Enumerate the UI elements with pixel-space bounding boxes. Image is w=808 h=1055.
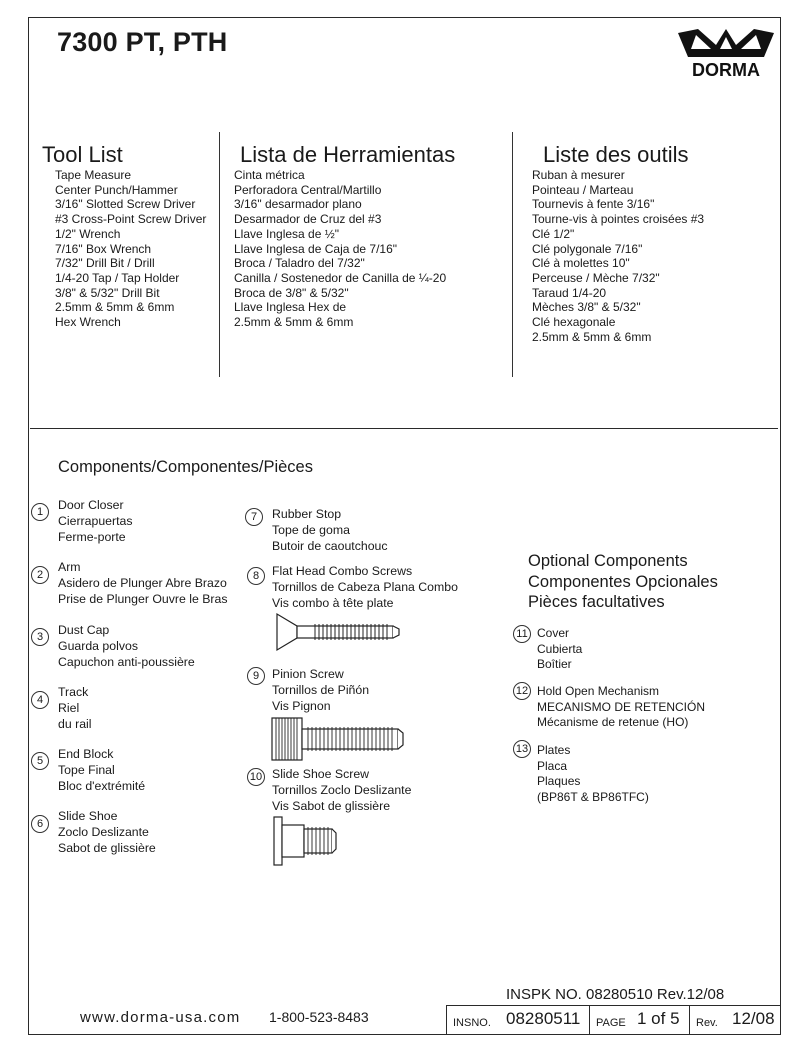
component-label: Arm: [58, 560, 81, 574]
component-item: [58, 498, 133, 545]
tool-item: #3 Cross-Point Screw Driver: [55, 212, 207, 227]
tool-item: 3/8" & 5/32" Drill Bit: [55, 285, 160, 300]
component-item: [272, 767, 411, 814]
component-label: Bloc d'extrémité: [58, 778, 146, 793]
rev-label: Rev.: [696, 1017, 718, 1029]
tool-item: Llave Inglesa de Caja de 7/16": [234, 241, 398, 256]
optional-title-line: Optional Components: [528, 552, 688, 570]
component-label: Tope de goma: [272, 522, 350, 537]
component-number: 3: [31, 628, 49, 646]
tool-item: Perceuse / Mèche 7/32": [532, 270, 660, 285]
component-item: [58, 685, 92, 732]
optional-label: Cover: [537, 626, 570, 640]
pinion-screw-illustration: [270, 716, 406, 762]
optional-title: [528, 551, 718, 613]
footer-website[interactable]: www.dorma-usa.com: [80, 1009, 241, 1026]
tool-item: Mèches 3/8" & 5/32": [532, 300, 641, 315]
tool-item: 2.5mm & 5mm & 6mm: [55, 300, 175, 315]
component-label: Tornillos de Cabeza Plana Combo: [272, 579, 458, 594]
component-label: du rail: [58, 716, 92, 731]
tool-list-title-fr: Liste des outils: [543, 142, 689, 167]
component-label: Dust Cap: [58, 623, 110, 637]
component-label: Cierrapuertas: [58, 513, 133, 528]
component-item: [58, 809, 156, 856]
tool-item: Cinta métrica: [234, 168, 305, 182]
tool-item: Clé à molettes 10": [532, 256, 630, 271]
rev-value: 12/08: [732, 1009, 775, 1028]
component-label: Riel: [58, 700, 80, 715]
component-number: 6: [31, 815, 49, 833]
component-item: [58, 747, 145, 794]
optional-label: Mécanisme de retenue (HO): [537, 715, 689, 729]
tool-item: 7/16" Box Wrench: [55, 241, 152, 256]
tool-item: 2.5mm & 5mm & 6mm: [234, 315, 354, 330]
optional-label: Plates: [537, 743, 571, 757]
column-divider: [219, 132, 220, 377]
tool-item: Ruban à mesurer: [532, 168, 625, 182]
optional-title-line: Componentes Opcionales: [528, 572, 718, 591]
component-item: [272, 507, 388, 554]
tool-item: Llave Inglesa de ½": [234, 226, 339, 241]
component-number: 2: [31, 566, 49, 584]
optional-item: [537, 684, 705, 731]
tool-item: Llave Inglesa Hex de: [234, 300, 347, 315]
ins-label: INSNO.: [453, 1017, 491, 1029]
component-label: Tornillos Zoclo Deslizante: [272, 782, 412, 797]
component-label: Asidero de Plunger Abre Brazo: [58, 575, 227, 590]
page-value: 1 of 5: [637, 1009, 680, 1028]
component-number: 8: [247, 567, 265, 585]
tool-item: Clé hexagonale: [532, 315, 616, 330]
footer-separator: [689, 1005, 690, 1035]
ins-value: 08280511: [506, 1009, 581, 1028]
inspk-number: INSPK NO. 08280510 Rev.12/08: [506, 986, 725, 1003]
component-number: 4: [31, 691, 49, 709]
logo-text: DORMA: [692, 60, 760, 80]
component-label: Vis Sabot de glissière: [272, 798, 391, 813]
tool-item: 7/32" Drill Bit / Drill: [55, 256, 155, 271]
tool-item: Canilla / Sostenedor de Canilla de ¼-20: [234, 270, 447, 285]
component-label: Tope Final: [58, 762, 115, 777]
component-number: 5: [31, 752, 49, 770]
tool-item: Desarmador de Cruz del #3: [234, 212, 382, 227]
component-number: 9: [247, 667, 265, 685]
tool-item: Tourne-vis à pointes croisées #3: [532, 212, 705, 227]
tool-list-fr: [532, 168, 704, 344]
component-number: 7: [245, 508, 263, 526]
component-label: Rubber Stop: [272, 507, 342, 521]
footer-phone: 1-800-523-8483: [269, 1009, 369, 1025]
optional-title-line: Pièces facultatives: [528, 593, 665, 611]
tool-item: Taraud 1/4-20: [532, 285, 607, 300]
component-label: Tornillos de Piñón: [272, 682, 370, 697]
dorma-logo: [676, 27, 776, 81]
tool-item: Clé polygonale 7/16": [532, 241, 643, 256]
component-number: 10: [247, 768, 265, 786]
components-title: Components/Componentes/Pièces: [58, 458, 313, 476]
tool-item: 3/16" Slotted Screw Driver: [55, 197, 196, 212]
optional-number: 11: [513, 625, 531, 643]
tool-item: Broca de 3/8" & 5/32": [234, 285, 349, 300]
tool-list-title-en: Tool List: [42, 142, 123, 167]
tool-item: Center Punch/Hammer: [55, 182, 178, 197]
component-label: Track: [58, 685, 89, 699]
optional-label: Hold Open Mechanism: [537, 684, 660, 698]
tool-item: 2.5mm & 5mm & 6mm: [532, 329, 652, 344]
tool-item: Clé 1/2": [532, 226, 575, 241]
slide-shoe-screw-illustration: [272, 815, 340, 867]
component-label: Capuchon anti-poussière: [58, 654, 195, 669]
tool-item: Tournevis à fente 3/16": [532, 197, 655, 212]
component-label: Zoclo Deslizante: [58, 824, 149, 839]
optional-label: Boîtier: [537, 657, 572, 671]
optional-item: [537, 626, 582, 673]
tool-item: Tape Measure: [55, 168, 132, 182]
optional-label: (BP86T & BP86TFC): [537, 789, 649, 804]
component-label: Slide Shoe Screw: [272, 767, 370, 781]
tool-item: 1/2" Wrench: [55, 226, 121, 241]
component-item: [58, 623, 195, 670]
component-item: [272, 564, 458, 611]
component-label: Ferme-porte: [58, 529, 126, 544]
optional-label: Plaques: [537, 774, 581, 788]
component-label: End Block: [58, 747, 114, 761]
tool-item: 3/16" desarmador plano: [234, 197, 362, 212]
optional-label: Placa: [537, 758, 568, 773]
component-label: Vis combo à tête plate: [272, 595, 394, 610]
tool-item: Perforadora Central/Martillo: [234, 182, 382, 197]
flat-head-screw-illustration: [275, 612, 403, 654]
page-title: 7300 PT, PTH: [57, 27, 228, 57]
component-label: Prise de Plunger Ouvre le Bras: [58, 591, 228, 606]
page-label: PAGE: [596, 1017, 626, 1029]
column-divider: [512, 132, 513, 377]
component-item: [272, 667, 369, 714]
component-number: 1: [31, 503, 49, 521]
component-label: Slide Shoe: [58, 809, 118, 823]
component-label: Flat Head Combo Screws: [272, 564, 413, 578]
component-item: [58, 560, 228, 607]
component-label: Vis Pignon: [272, 698, 331, 713]
component-label: Sabot de glissière: [58, 840, 156, 855]
component-label: Butoir de caoutchouc: [272, 538, 388, 553]
section-divider: [30, 428, 778, 429]
optional-number: 12: [513, 682, 531, 700]
optional-label: Cubierta: [537, 641, 583, 656]
tool-item: 1/4-20 Tap / Tap Holder: [55, 270, 180, 285]
optional-number: 13: [513, 740, 531, 758]
optional-label: MECANISMO DE RETENCIÓN: [537, 699, 706, 714]
footer-separator: [589, 1005, 590, 1035]
component-label: Door Closer: [58, 498, 124, 512]
component-label: Guarda polvos: [58, 638, 138, 653]
tool-list-en: [55, 168, 206, 330]
tool-item: Broca / Taladro del 7/32": [234, 256, 365, 271]
tool-item: Pointeau / Marteau: [532, 182, 634, 197]
tool-list-es: [234, 168, 446, 330]
tool-item: Hex Wrench: [55, 315, 121, 330]
optional-item: [537, 743, 649, 805]
component-label: Pinion Screw: [272, 667, 344, 681]
tool-list-title-es: Lista de Herramientas: [240, 142, 456, 167]
